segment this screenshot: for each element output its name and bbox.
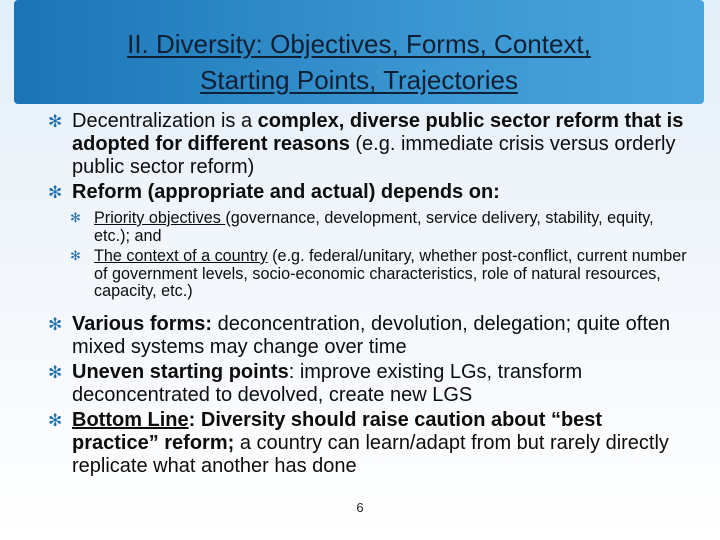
bullet-item-starting-points (48, 361, 694, 407)
bullet-item-various-forms (48, 313, 694, 359)
bullet-bold-text: Uneven starting points (72, 360, 289, 383)
sub-bullet-text: (governance, development, service delivery, stability, equity, etc.); and (94, 209, 654, 245)
slide-title (14, 26, 704, 98)
bullet-star-icon: ✻ (48, 183, 63, 202)
bullet-text: a country can learn/adapt from but rarely directly replicate what another has done (72, 431, 669, 477)
bullet-star-icon: ✻ (48, 112, 63, 131)
bullet-star-icon: ✻ (70, 248, 81, 263)
sub-bullet-text: (e.g. federal/unitary, whether post-conflict, current number of government levels, socio-economic characteristics, role of natural resources, capacity, etc.) (94, 247, 687, 300)
sub-bullet-underlined: The context of a country (94, 247, 268, 265)
title-line-2: Starting Points, Trajectories (200, 65, 518, 95)
bullet-star-icon: ✻ (48, 410, 63, 430)
page-number: 6 (356, 500, 364, 515)
bullet-bold-text: : Diversity should raise caution about “best practice” reform; (72, 408, 603, 454)
bullet-list (48, 110, 694, 480)
bullet-item-decentralization (48, 110, 694, 179)
bullet-bold-underlined-text: Bottom Line (72, 408, 189, 431)
bullet-text: (e.g. immediate crisis versus orderly public sector reform) (72, 133, 676, 178)
bullet-star-icon: ✻ (48, 314, 63, 334)
bullet-text: : improve existing LGs, transform deconcentrated to devolved, create new LGS (72, 360, 583, 406)
title-line-1: II. Diversity: Objectives, Forms, Context, (127, 29, 591, 59)
bullet-star-icon: ✻ (48, 362, 63, 382)
bullet-item-reform (48, 181, 694, 204)
sub-bullet-context (70, 248, 694, 301)
bullet-text: Decentralization is a (72, 110, 258, 132)
bullet-bold-text: complex, diverse public sector reform that is adopted for different reasons (72, 110, 684, 155)
sub-bullet-priority-objectives (70, 210, 694, 245)
bullet-item-bottom-line (48, 409, 694, 478)
bullet-text: deconcentration, devolution, delegation; quite often mixed systems may change over time (72, 312, 671, 358)
bullet-bold-text: Reform (appropriate and actual) depends on: (72, 181, 500, 203)
bullet-bold-text: Various forms: (72, 312, 213, 335)
sub-bullet-list (48, 210, 694, 301)
bullet-star-icon: ✻ (70, 210, 81, 225)
sub-bullet-underlined: Priority objectives (94, 209, 226, 227)
